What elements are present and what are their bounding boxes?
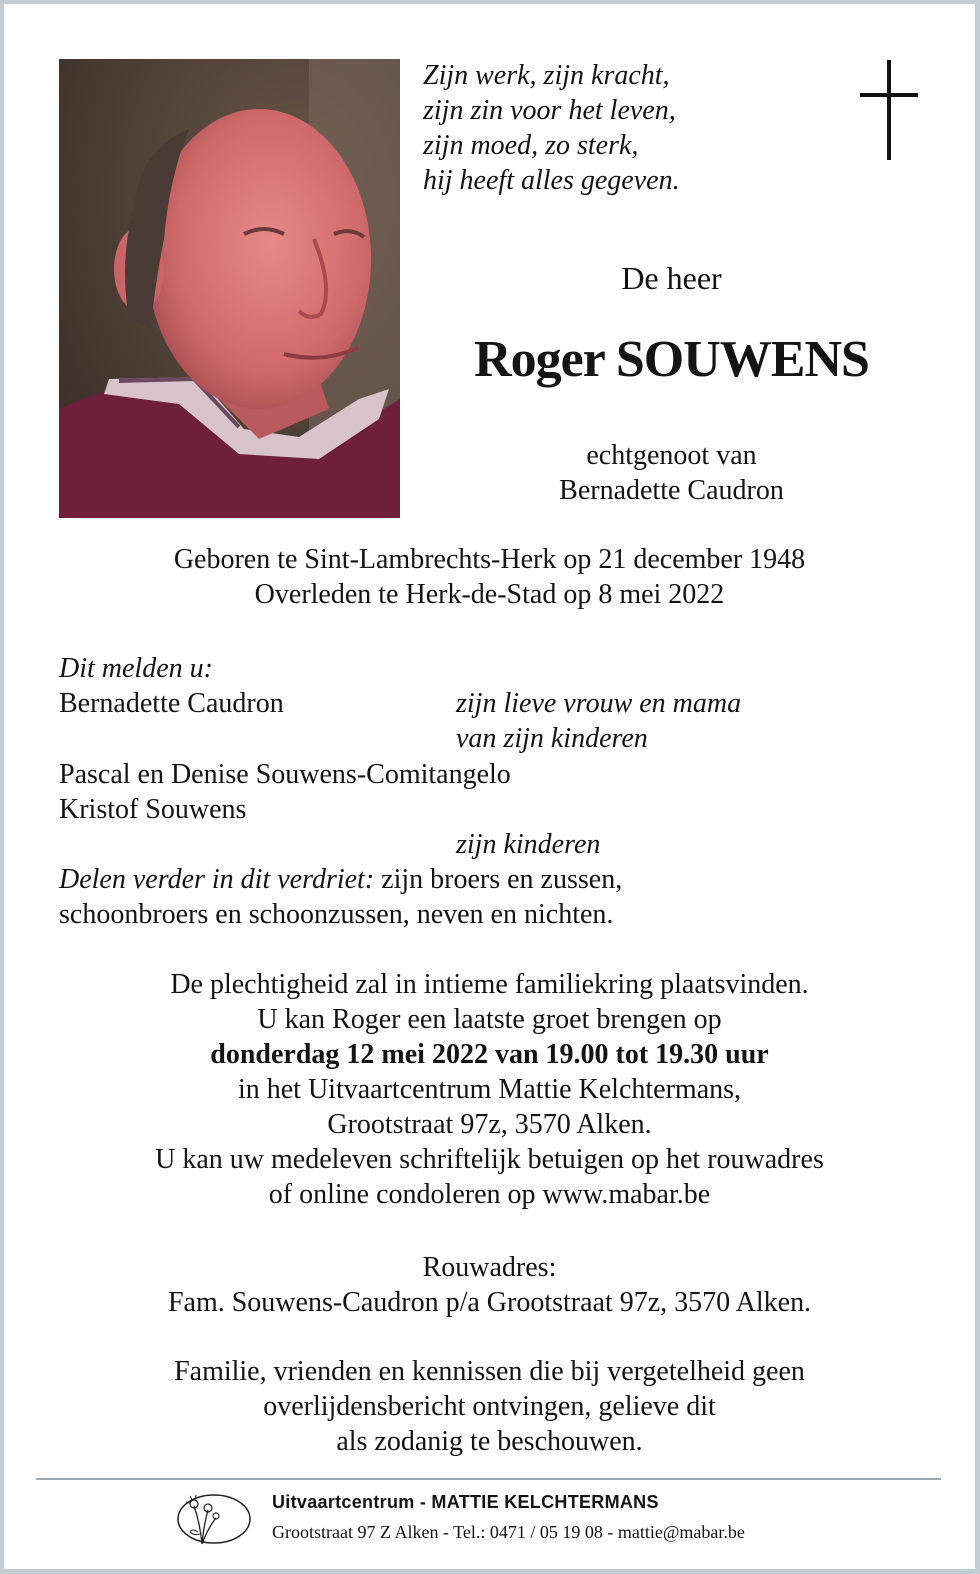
poem-line: zijn zin voor het leven, — [423, 95, 676, 126]
family-member-role: zijn kinderen — [456, 829, 601, 860]
family-member-role: zijn lieve vrouw en mama — [456, 688, 742, 719]
portrait-photo — [59, 59, 400, 518]
share-label: Delen verder in dit verdriet: — [59, 864, 375, 895]
cross-icon — [860, 60, 918, 160]
share-line — [59, 862, 622, 897]
ceremony-line: U kan uw medeleven schriftelijk betuigen op het rouwadres — [155, 1144, 824, 1175]
relation-label: echtgenoot van — [586, 440, 757, 471]
footer-divider — [36, 1478, 941, 1480]
address-value: Fam. Souwens-Caudron p/a Grootstraat 97z, 3570 Alken. — [167, 1287, 812, 1318]
closing-note — [4, 1354, 975, 1459]
funeral-home-contact: Grootstraat 97 Z Alken - Tel.: 0471 / 05 19 08 - mattie@mabar.be — [272, 1522, 745, 1542]
ceremony-line: of online condoleren op www.mabar.be — [268, 1179, 711, 1210]
spouse-block — [424, 438, 919, 508]
funeral-home-name: Uitvaartcentrum - MATTIE KELCHTERMANS — [272, 1492, 659, 1512]
obituary-card — [4, 4, 975, 1569]
family-member-name: Pascal en Denise Souwens-Comitangelo — [59, 759, 511, 790]
poem-line: Zijn werk, zijn kracht, — [423, 60, 670, 91]
ceremony-line: U kan Roger een laatste groet brengen op — [257, 1004, 722, 1035]
death-line: Overleden te Herk-de-Stad op 8 mei 2022 — [254, 579, 725, 610]
poem-line: zijn moed, zo sterk, — [423, 130, 639, 161]
birth-line: Geboren te Sint-Lambrechts-Herk op 21 december 1948 — [173, 544, 806, 575]
ceremony-date: donderdag 12 mei 2022 van 19.00 tot 19.30 uur — [210, 1039, 769, 1070]
flower-logo-icon — [172, 1488, 252, 1548]
portrait-image — [59, 59, 400, 518]
life-dates — [4, 542, 975, 612]
closing-line: overlijdensbericht ontvingen, gelieve dit — [263, 1391, 716, 1422]
announcement-intro: Dit melden u: — [59, 653, 213, 684]
share-text: zijn broers en zussen, — [381, 864, 623, 895]
share-line-2: schoonbroers en schoonzussen, neven en nichten. — [59, 899, 614, 930]
address-label: Rouwadres: — [422, 1252, 557, 1283]
family-member-name: Kristof Souwens — [59, 794, 247, 825]
ceremony-line: De plechtigheid zal in intieme familiekring plaatsvinden. — [170, 969, 809, 1000]
spouse-name: Bernadette Caudron — [559, 475, 784, 506]
mourning-address — [4, 1250, 975, 1320]
poem-line: hij heeft alles gegeven. — [423, 165, 680, 196]
memorial-poem — [423, 58, 680, 198]
family-member-role: van zijn kinderen — [456, 723, 648, 754]
family-member-name: Bernadette Caudron — [59, 688, 284, 719]
deceased-name: Roger SOUWENS — [474, 331, 869, 388]
closing-line: als zodanig te beschouwen. — [336, 1426, 643, 1457]
ceremony-line: in het Uitvaartcentrum Mattie Kelchtermans, — [237, 1074, 742, 1105]
ceremony-line: Grootstraat 97z, 3570 Alken. — [327, 1109, 652, 1140]
salutation: De heer — [621, 260, 722, 296]
ceremony-block — [4, 967, 975, 1212]
closing-line: Familie, vrienden en kennissen die bij vergetelheid geen — [174, 1356, 805, 1387]
